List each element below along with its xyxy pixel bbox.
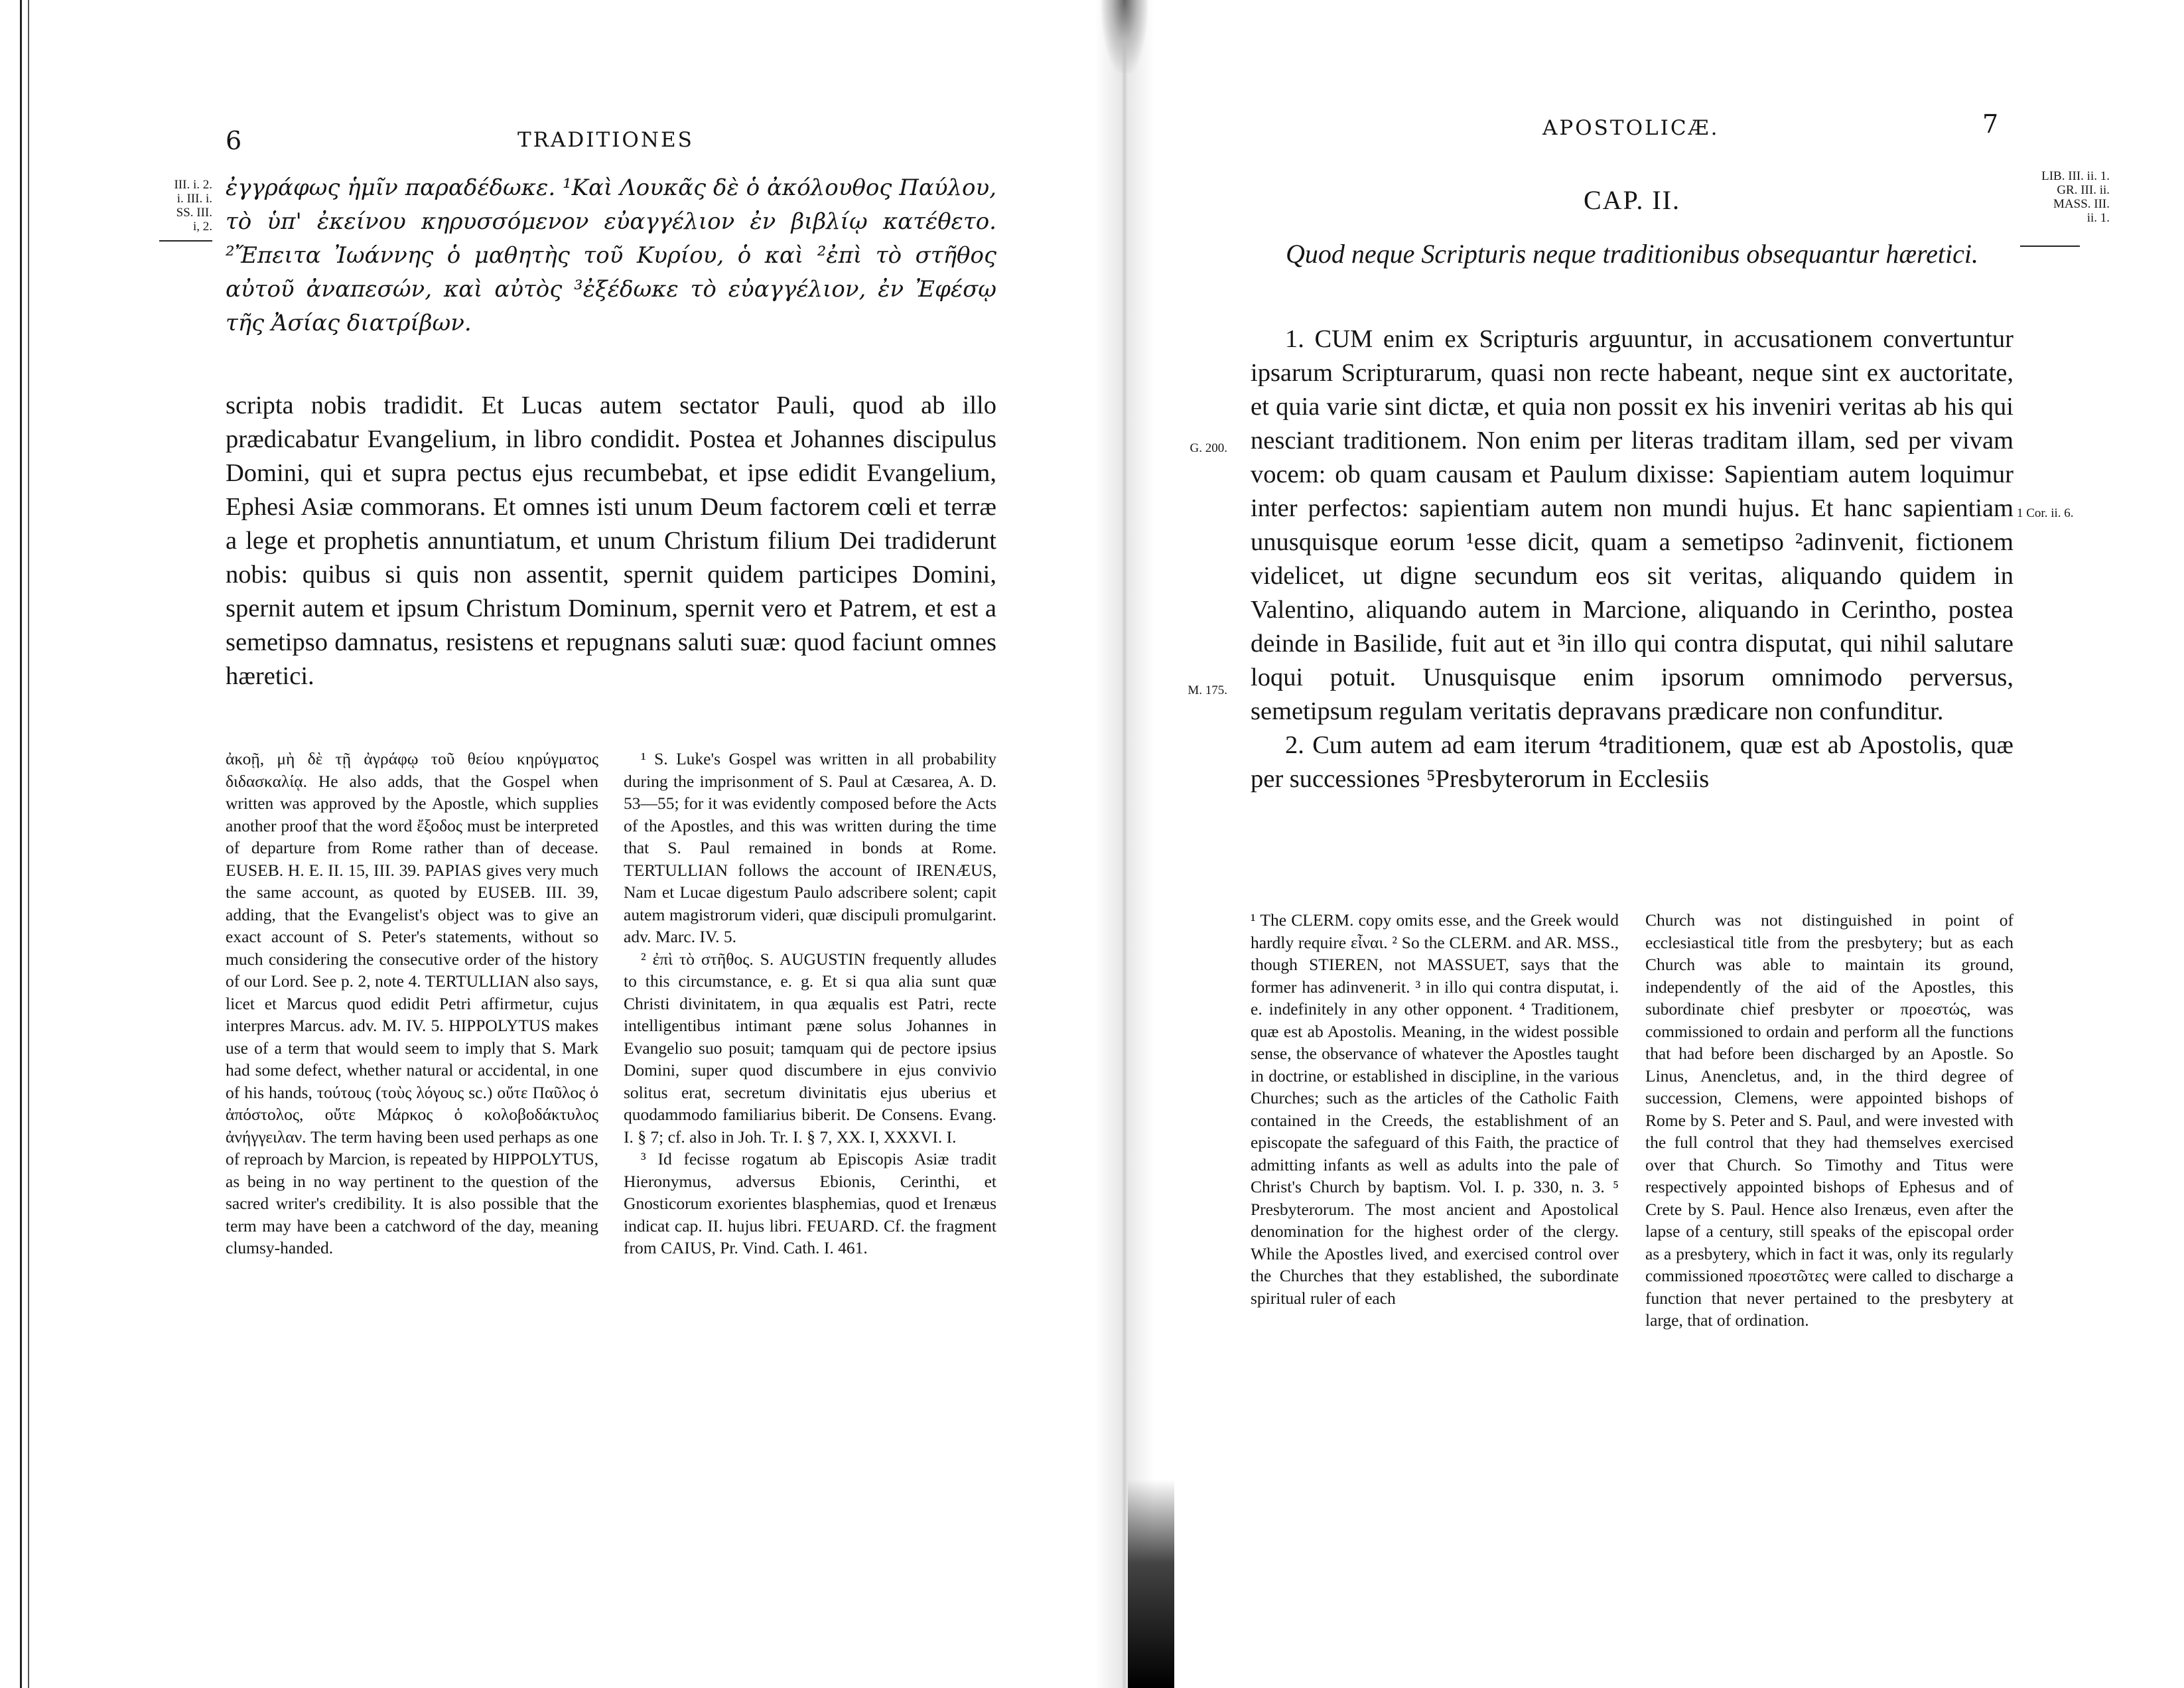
gutter-shadow-top [1101, 0, 1148, 73]
margin-ref: LIB. III. ii. 1. [2041, 169, 2110, 183]
right-footnote-col-2: Church was not distinguished in point of ecclesiastical title from the presbytery; but as each Church was able to maintain its ground, independently of the aid of the Apostles, this subordinate chief presbyter or προεστώς, was commissioned to ordain and perform all the functions that had before been discharged by an Apostle. So Linus, Anencletus, and, in the third degree of succession, Clemens, were appointed bishops of Rome by S. Peter and S. Paul, and were invested with the full control that they had themselves exercised over that Church. So Timothy and Titus were respectively appointed bishops of Ephesus and of Crete by S. Paul. Hence also Irenæus, even after the lapse of a century, still speaks of the episcopal order as a presbytery, which in fact it was, only its regularly commissioned προεστῶτες were called to discharge a function that never pertained to the presbytery at large, that of ordination. [1645, 910, 2013, 1330]
greek-passage: ἐγγράφως ἡμῖν παραδέδωκε. ¹Καὶ Λουκᾶς δὲ ὁ ἀκόλουθος Παύλου, τὸ ὑπ' ἐκείνου κηρυσσόμενον εὐαγγέλιον ἐν βιβλίῳ κατέθετο. ²Ἔπειτα Ἰωάννης ὁ μαθητὴς τοῦ Κυρίου, ὁ καὶ ²ἐπὶ τὸ στῆθος αὐτοῦ ἀναπεσών, καὶ αὐτὸς ³ἐξέδωκε τὸ εὐαγγέλιον, ἐν Ἐφέσῳ τῆς Ἀσίας διατρίβων. [226, 175, 996, 336]
left-folio: 6 [226, 126, 242, 155]
margin-ref: III. i. 2. [174, 178, 212, 192]
chapter-heading: CAP. II. [1583, 185, 1681, 215]
margin-rule [2020, 246, 2080, 247]
right-footnote-col-1: ¹ The CLERM. copy omits esse, and the Greek would hardly require εἶναι. ² So the CLERM. and AR. MSS., though STIEREN, not MASSUET, says that the former has adinvenerit. ³ in illo qui contra disputat, i. e. indefinitely in any other opponent. ⁴ Traditionem, quæ est ab Apostolis. Meaning, in the widest possible sense, the observance of whatever the Apostles taught in doctrine, or established in discipline, in the various Churches; such as the articles of the Catholic Faith contained in the Creeds, the establishment of an episcopate the safeguard of this Faith, the practice of admitting infants as well as adults into the pale of Christ's Church by baptism. Vol. I. p. 330, n. 3. ⁵ Presbyterorum. The most ancient and Apostolical denomination for the highest order of the clergy. While the Apostles lived, and exercised control over the Churches that they established, the subordinate spiritual ruler of each [1251, 910, 1619, 1308]
paragraph-2: 2. Cum autem ad eam iterum ⁴traditionem, quæ est ab Apostolis, quæ per successiones ⁵Presbyterorum in Ecclesiis [1251, 731, 2013, 793]
margin-ref: GR. III. ii. [2057, 183, 2110, 197]
book-gutter [1095, 0, 1154, 1688]
paragraph-1: 1. CUM enim ex Scripturis arguuntur, in accusationem convertuntur ipsarum Scripturarum, quasi non recte habeant, neque sint ex auctoritate, et quia varie sint dictæ, et quia non possit ex his inveniri veritas ab his qui nesciant traditionem. Non enim per literas traditam illam, sed per vivam vocem: ob quam causam et Paulum dixisse: Sapientiam autem loquimur inter perfectos: sapientiam autem non mundi hujus. Et hanc sapientiam unusquisque eorum ¹esse dicit, quam a semetipso ²adinvenit, fictionem videlicet, ut digne secundum eos sit veritas, aliquando quidem in Valentino, aliquando autem in Marcione, aliquando in Cerintho, postea deinde in Basilide, fuit aut et ³in illo qui contra disputat, qui nihil salutare loqui potuit. Unusquisque enim ipsorum omnimodo perversus, semetipsum regulam veritatis depravans prædicare non confunditur. [1251, 325, 2013, 725]
binding-edge [20, 0, 29, 1688]
margin-ref: MASS. III. [2053, 197, 2110, 211]
footnote-2: ² ἐπὶ τὸ στῆθος. S. AUGUSTIN frequently alludes to this circumstance, e. g. Et si qua alia sunt quæ Christi divinitatem, in qua æqualis est Patri, recte intelligentibus intimant pæne solus Johannes in Evangelio suo posuit; tamquam qui de pectore ipsius Domini, super quod discumbere in ejus convivio solitus erat, secretum divinitatis ejus uberius et quodammodo familiarius biberit. De Consens. Evang. I. § 7; cf. also in Joh. Tr. I. § 7, XX. I, XXXVI. I. [624, 949, 996, 1147]
margin-ref: i. III. i. [176, 192, 212, 206]
margin-ref: i, 2. [192, 220, 212, 234]
margin-ref-cor: 1 Cor. ii. 6. [2017, 506, 2074, 520]
chapter-title: Quod neque Scripturis neque traditionibus obsequantur hæretici. [1285, 239, 1978, 269]
right-folio: 7 [1982, 109, 1999, 139]
right-main-text [1251, 322, 2013, 796]
footnote-3: ³ Id fecisse rogatum ab Episcopis Asiæ tradit Hieronymus, adversus Ebionis, Cerinthi, et Gnosticorum exorientes blasphemias, quod et Irenæus indicat cap. II. hujus libri. FEUARD. Cf. the fragment from CAIUS, Pr. Vind. Cath. I. 461. [624, 1149, 996, 1257]
left-running-head: TRADITIONES [517, 128, 694, 152]
left-margin-refs [126, 178, 212, 242]
gutter-shadow-bottom [1128, 1480, 1174, 1688]
left-footnote-col-1: ἀκοῇ, μὴ δὲ τῇ ἀγράφῳ τοῦ θείου κηρύγματος διδασκαλίᾳ. He also adds, that the Gospel when written was approved by the Apostle, which supplies another proof that the word ἔξοδος must be interpreted of departure from Rome rather than of decease. EUSEB. H. E. II. 15, III. 39. PAPIAS gives very much the same account, as quoted by EUSEB. III. 39, adding, that the Evangelist's object was to give an exact account of S. Peter's statements, without so much considering the consecutive order of the history of our Lord. See p. 2, note 4. TERTULLIAN also says, licet et Marcus quod edidit Petri affirmetur, cujus interpres Marcus. adv. M. IV. 5. HIPPOLYTUS makes use of a term that would seem to imply that S. Mark had some defect, whether natural or accidental, in one of his hands, τούτους (τοὺς λόγους sc.) οὔτε Παῦλος ὁ ἀπόστολος, οὔτε Μάρκος ὁ κολοβοδάκτυλος ἀνήγγειλαν. The term having been used perhaps as one of reproach by Marcion, is repeated by HIPPOLYTUS, as being in no way pertinent to the question of the sacred writer's credibility. It is also possible that the term may have been a catchword of the day, meaning clumsy-handed. [226, 749, 598, 1257]
footnote-1: ¹ S. Luke's Gospel was written in all probability during the imprisonment of S. Paul at Cæsarea, A. D. 53—55; for it was evidently composed before the Acts of the Apostles, and this was written during the time that S. Paul remained in bonds at Rome. TERTULLIAN follows the account of IRENÆUS, Nam et Lucae digestum Paulo adscribere solent; capit autem magistrorum videri, quæ discipuli promulgarint. adv. Marc. IV. 5. [624, 749, 996, 946]
margin-ref-m: M. 175. [1188, 683, 1227, 697]
right-margin-refs [2004, 169, 2110, 225]
left-footnote-col-2 [624, 748, 996, 1259]
margin-ref: ii. 1. [2086, 211, 2110, 225]
latin-passage: scripta nobis tradidit. Et Lucas autem sectator Pauli, quod ab illo prædicabatur Evangelium, in libro condidit. Postea et Johannes discipulus Domini, qui et supra pectus ejus recumbebat, et ipse edidit Evangelium, Ephesi Asiæ commorans. Et omnes isti unum Deum factorem cœli et terræ a lege et prophetis annuntiatum, et unum Christum filium Dei tradiderunt nobis: quibus si quis non assentit, spernit quidem participes Domini, spernit autem et ipsum Christum Dominum, spernit vero et Patrem, et est a semetipso damnatus, resistens et repugnans saluti suæ: quod faciunt omnes hæretici. [226, 391, 996, 690]
margin-ref: SS. III. [176, 206, 212, 220]
margin-ref-g: G. 200. [1190, 441, 1227, 455]
right-running-head: APOSTOLICÆ. [1542, 116, 1720, 140]
